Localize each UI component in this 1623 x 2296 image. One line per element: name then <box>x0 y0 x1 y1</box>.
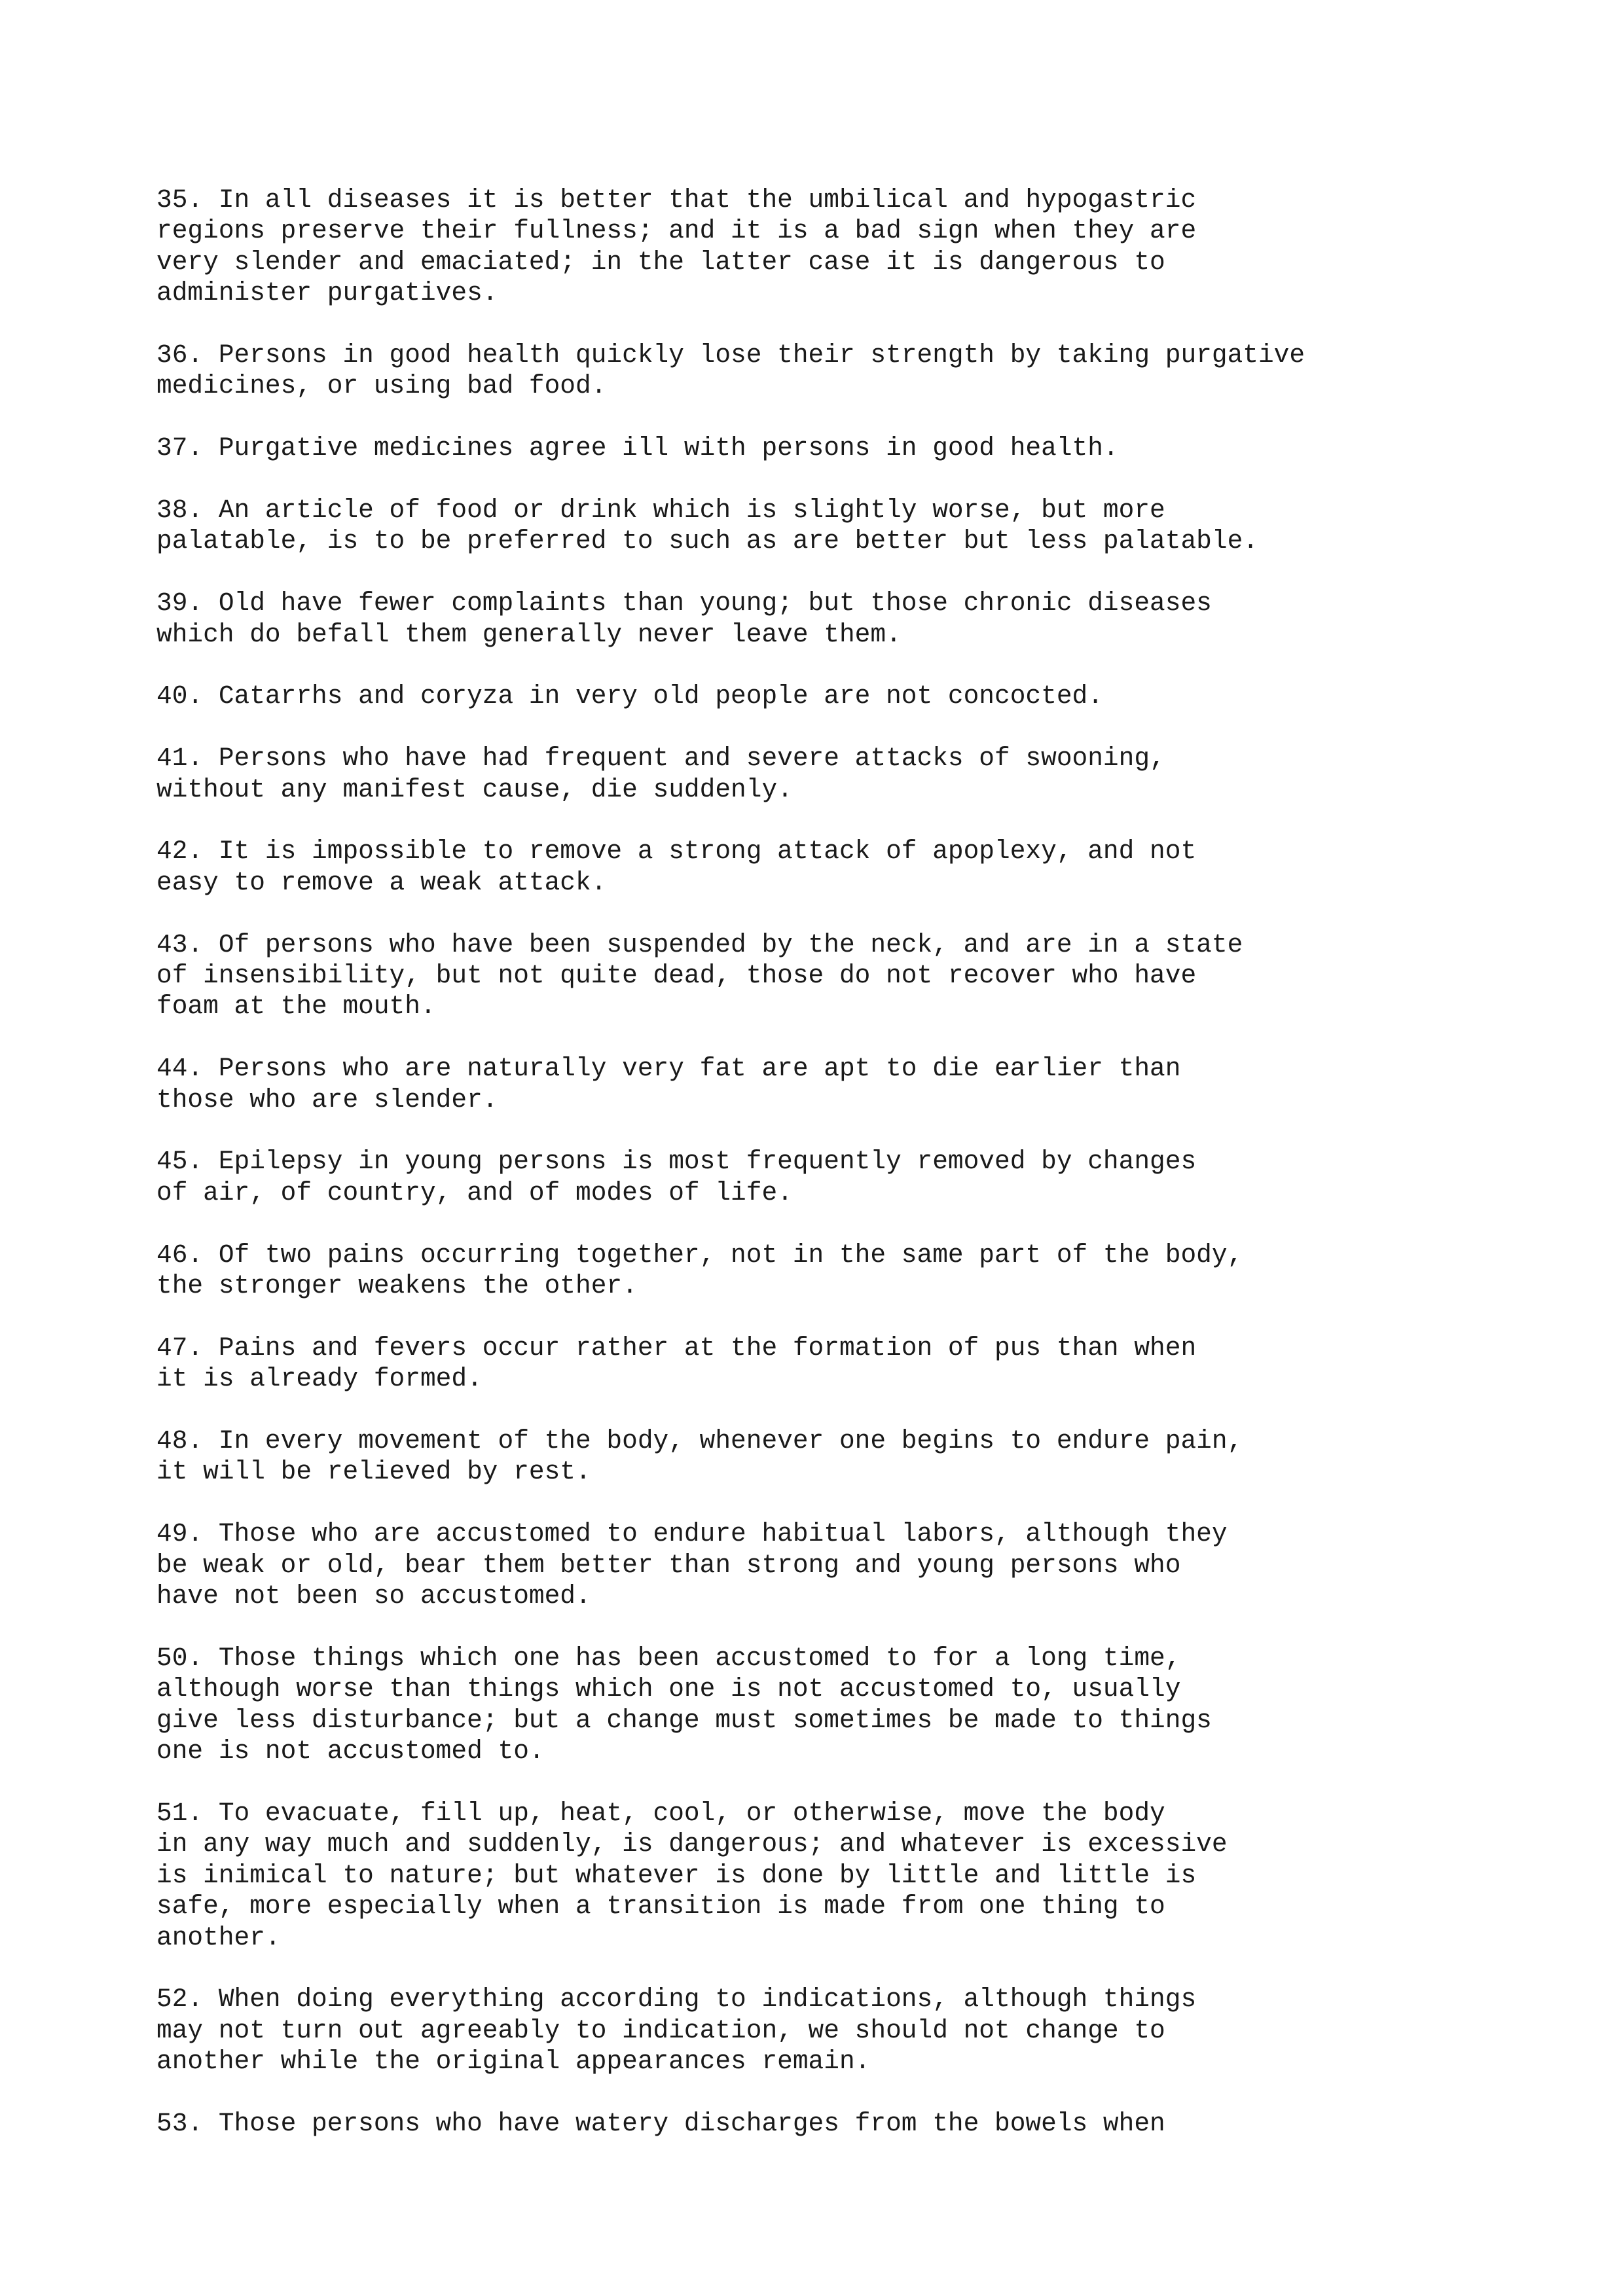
aphorism-38: 38. An article of food or drink which is slightly worse, but more palatable, is to be preferred to such as are better but less palatable. <box>156 495 1258 556</box>
text-column <box>156 185 1544 2170</box>
aphorism-44: 44. Persons who are naturally very fat are apt to die earlier than those who are slender. <box>156 1054 1181 1115</box>
aphorism-49: 49. Those who are accustomed to endure habitual labors, although they be weak or old, bear them better than strong and young persons who have not been so accustomed. <box>156 1519 1228 1611</box>
aphorism-47: 47. Pains and fevers occur rather at the formation of pus than when it is already formed. <box>156 1333 1197 1394</box>
aphorism-41: 41. Persons who have had frequent and severe attacks of swooning, without any manifest cause, die suddenly. <box>156 744 1165 804</box>
aphorism-53: 53. Those persons who have watery discharges from the bowels when <box>156 2108 1165 2138</box>
aphorism-37: 37. Purgative medicines agree ill with persons in good health. <box>156 433 1119 463</box>
aphorism-39: 39. Old have fewer complaints than young; but those chronic diseases which do befall them generally never leave them. <box>156 588 1212 649</box>
aphorism-50: 50. Those things which one has been accustomed to for a long time, although worse than things which one is not accustomed to, usually give less disturbance; but a change must sometimes be made to things one is not accustomed to. <box>156 1643 1212 1767</box>
aphorism-42: 42. It is impossible to remove a strong attack of apoplexy, and not easy to remove a weak attack. <box>156 836 1197 897</box>
aphorism-45: 45. Epilepsy in young persons is most frequently removed by changes of air, of country, and of modes of life. <box>156 1147 1197 1208</box>
aphorism-36: 36. Persons in good health quickly lose their strength by taking purgative medicines, or using bad food. <box>156 340 1305 401</box>
aphorism-46: 46. Of two pains occurring together, not in the same part of the body, the stronger weakens the other. <box>156 1240 1243 1301</box>
aphorism-48: 48. In every movement of the body, whenever one begins to endure pain, it will be relieved by rest. <box>156 1426 1243 1487</box>
aphorism-43: 43. Of persons who have been suspended by the neck, and are in a state of insensibility, but not quite dead, those do not recover who have foam at the mouth. <box>156 929 1243 1022</box>
aphorism-52: 52. When doing everything according to indications, although things may not turn out agreeably to indication, we should not change to another while the original appearances remain. <box>156 1984 1197 2077</box>
aphorism-35: 35. In all diseases it is better that the umbilical and hypogastric regions preserve their fullness; and it is a bad sign when they are very slender and emaciated; in the latter case it is dangerous to administer purgatives. <box>156 185 1197 308</box>
aphorism-40: 40. Catarrhs and coryza in very old people are not concocted. <box>156 681 1103 711</box>
aphorism-51: 51. To evacuate, fill up, heat, cool, or otherwise, move the body in any way much and suddenly, is dangerous; and whatever is excessive is inimical to nature; but whatever is done by little and little is safe, more especially when a transition is made from one thing to another. <box>156 1798 1228 1952</box>
